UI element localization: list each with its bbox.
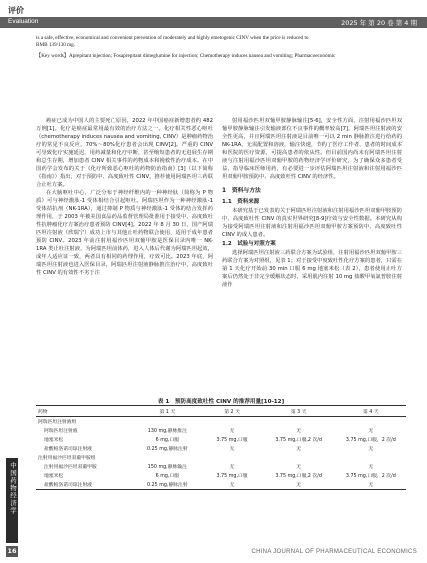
table-row [36,426,406,435]
table-cell: 无 [262,480,336,489]
table-cell: 无 [229,428,235,434]
table-cell: 无 [296,428,302,434]
column-header: 第 1 天 [132,406,202,417]
paragraph: 本研究基于已发表的关于阿瑞匹坦注射液和注射用福沙匹坦双葡甲胺预防中、高度致吐性 CINV 的真实世界研究[8-9]疗效与安全性数据。本研究从构为接受阿瑞匹坦注射液和注射用福沙匹坦双葡甲胺方案预防中、高度致吐性 CINV 的成人患者。 [222,208,402,238]
table-row [36,417,406,426]
table-row [36,453,406,462]
table-cell [202,417,261,426]
table-cell: 6 mg,口服 [155,437,180,443]
table-cell [262,453,336,462]
table-row [36,435,406,444]
table-cell: 地塞米松 [44,437,64,443]
table-cell: 6 mg,口服 [155,473,180,479]
table-cell [132,417,202,426]
table-cell: 无 [368,428,374,434]
table-row [36,462,406,471]
left-column [36,117,213,277]
table-row [36,444,406,453]
column-header: 第 3 天 [262,406,336,417]
table-cell: 0.25 mg,静脉注射 [132,480,202,489]
table-cell: 无 [296,464,302,470]
table-cell: 3.75 mg,口服，2 次/d [345,437,396,443]
abstract-line: RMB 139/130 mg. [36,42,76,49]
journal-sidebar [6,458,18,543]
paragraph: 在大脑呕吐中心，广泛分布于神经纤维内的一种神经肽（简称为 P 物质）可与神经激肽-1 受体相结合引起呕吐。阿瑞匹坦作为一种神经激肽-1 受体拮抗剂（NK-1RA），通过抑制 P 物质与神经激肽-1 受体的结合发挥药理作用，于 2003 年被美国食品药品监督管理局批准用于接受中、高度致吐性抗肿瘤化疗方案治疗患者预防 CINV[4]。2022 年 8 月 30 日，国产阿瑞匹坦注射液（欣瑞宁）成功上市与其他止吐药物联合使用，适用于成年患者预防 CINV。2023 年前注射用福沙匹坦双葡甲胺是医保目录内唯一 NK-1RA 类止吐注射液，为阿瑞匹坦前体药，进入人体后代谢为阿瑞匹坦起效，成年人适应证一致，两者具有相同的药理作用，疗效可比。2023 年底，阿瑞匹坦注射液也进入医保目录，阿瑞匹坦注射液静脉推注治疗中、高度致吐性 CINV 的有效性不劣于注 [36,190,213,276]
english-abstract [36,35,406,60]
table-row [36,471,406,480]
column-header: 第 4 天 [336,406,406,417]
table-caption: 表 1 预防高度致吐性 CINV 的推荐用量[10-12] [157,399,285,405]
table-cell [336,453,406,462]
table-cell: 0.25 mg,静脉注射 [147,446,188,452]
subsection-heading: 1.1 资料来源 [222,199,260,205]
journal-footer: CHINA JOURNAL OF PHARMACEUTICAL ECONOMICS [251,549,417,555]
paragraph: 癌症已成为中国人的主要死亡原因，2022 年中国癌症新增患者约 482 万例[1]。化疗是癌症最常用最有效的治疗方法之一。化疗相关性恶心呕吐（chemotherapy induces nausea and vomiting, CINV）是肿瘤药物治疗的常见不良反应，70%～80%化疗患者会出现 CINV[2]。严重的 CINV 可导致化疗实施延迟、用药减量和化疗中断，甚至缩短患者的无进展生存期和总生存期，增加患者 CINV 相关事件的药物成本和挽救性治疗成本。在中国药学会发布的关于《化疗所致恶心呕吐的药物防治指南》[3]（以下简称《指南》）指出，对于预防中、高度致吐性 CINV，推荐使用阿瑞匹坦三药联合止吐方案。 [36,118,213,188]
table-cell: 无 [368,464,374,470]
table-cell [132,453,202,462]
column-header: 第 2 天 [202,406,261,417]
table-cell: 无 [296,446,302,452]
column-header: 药物 [36,406,132,417]
section-title-en: Evaluation [8,18,39,25]
table-cell: 3.75 mg,口服 [216,473,248,479]
table-cell: 阿瑞匹坦注射液组 [38,419,77,425]
paragraph: 射用福沙匹坦双葡甲胺静脉输注[5-6]，安全性方面，注射用福沙匹坦双葡甲胺静脉输注引发输液部位不良事件的概率较高[7]，阿瑞匹坦注射液的安全性更高，并且阿瑞匹坦注射液是目前唯一可以 2 min 静脉推注进行给药的 NK-1RA，无需配置和溶液，输注快速，节约了医疗工作者、患者的时间成本和医院的医疗资源，可提高患者的依从性。但目前国内尚未有阿瑞匹坦注射液与注射用福沙匹坦双葡甲胺的药物经济学评价研究，为了确保众多患者受益，指导临床医师用药，有必要进一步评估阿瑞匹坦注射液和注射用福沙匹坦双葡甲胺预防中、高度致吐性 CINV 的经济性。 [222,118,402,180]
table-cell: 3.75 mg,口服 [216,437,248,443]
table-cell: 阿瑞匹坦注射液 [44,428,78,434]
issue-info: 2025 年 第 20 卷 第 4 期 [341,19,417,27]
page-number: 16 [7,547,17,555]
paragraph: 选择阿瑞匹坦注射液三药联合方案为试验组，注射用福沙匹坦双葡甲胺三药联合方案为对照组，见表 1；对于接受中度致吐性化疗方案的患者，只需在第 1 天化疗开始前 30 min 口服 6 mg 地塞米松（表 2），患者使用止吐方案后仍然处于非完全缓解状态时，采用肌内注射 10 mg 盐酸甲氧氯普胺注射液作 [222,250,402,288]
table-cell: 无 [202,480,261,489]
table-cell: 3.75 mg,口服,2 次/d [275,437,322,443]
table-cell: 无 [229,446,235,452]
section-title-cn: 评价 [8,6,24,15]
table-cell [336,417,406,426]
table-cell [202,453,261,462]
subsection-heading: 1.2 试验与对照方案 [222,241,276,247]
table-row [36,480,406,489]
table-cell: 3.75 mg,口服,2 次/d [275,473,322,479]
table-cell [262,417,336,426]
table-header-row [36,406,406,417]
table-cell: 盐酸帕洛诺司琼注射液 [44,446,92,452]
keywords: 【Key words】Aprepitant injection; Fosaprepitant dimeglumine for injection; Chemotherapy induces nausea and vomiting; Pharmacoeconomic [36,52,336,59]
table-cell: 无 [336,480,406,489]
table-cell: 150 mg,静脉输注 [147,464,187,470]
table-cell: 无 [229,464,235,470]
table-cell: 盐酸帕洛诺司琼注射液 [36,480,132,489]
table-cell: 注射用福沙匹坦双葡甲胺 [44,464,97,470]
abstract-line: is a safe, effective, economical and convenient prevention of moderately and highly emetogenic CINV when the price is reduced to [36,35,309,41]
section-heading: 1 资料与方法 [222,188,261,194]
table-cell: 130 mg,静脉推注 [147,428,187,434]
dosage-table [36,405,406,490]
table-cell: 地塞米松 [44,473,64,479]
journal-sidebar-label: 中国药物经济学 [9,462,17,515]
table-cell: 无 [368,446,374,452]
table-cell: 3.75 mg,口服，2 次/d [345,473,396,479]
table-cell: 注射用福沙匹坦双葡甲胺组 [38,455,96,461]
right-column [222,117,402,289]
